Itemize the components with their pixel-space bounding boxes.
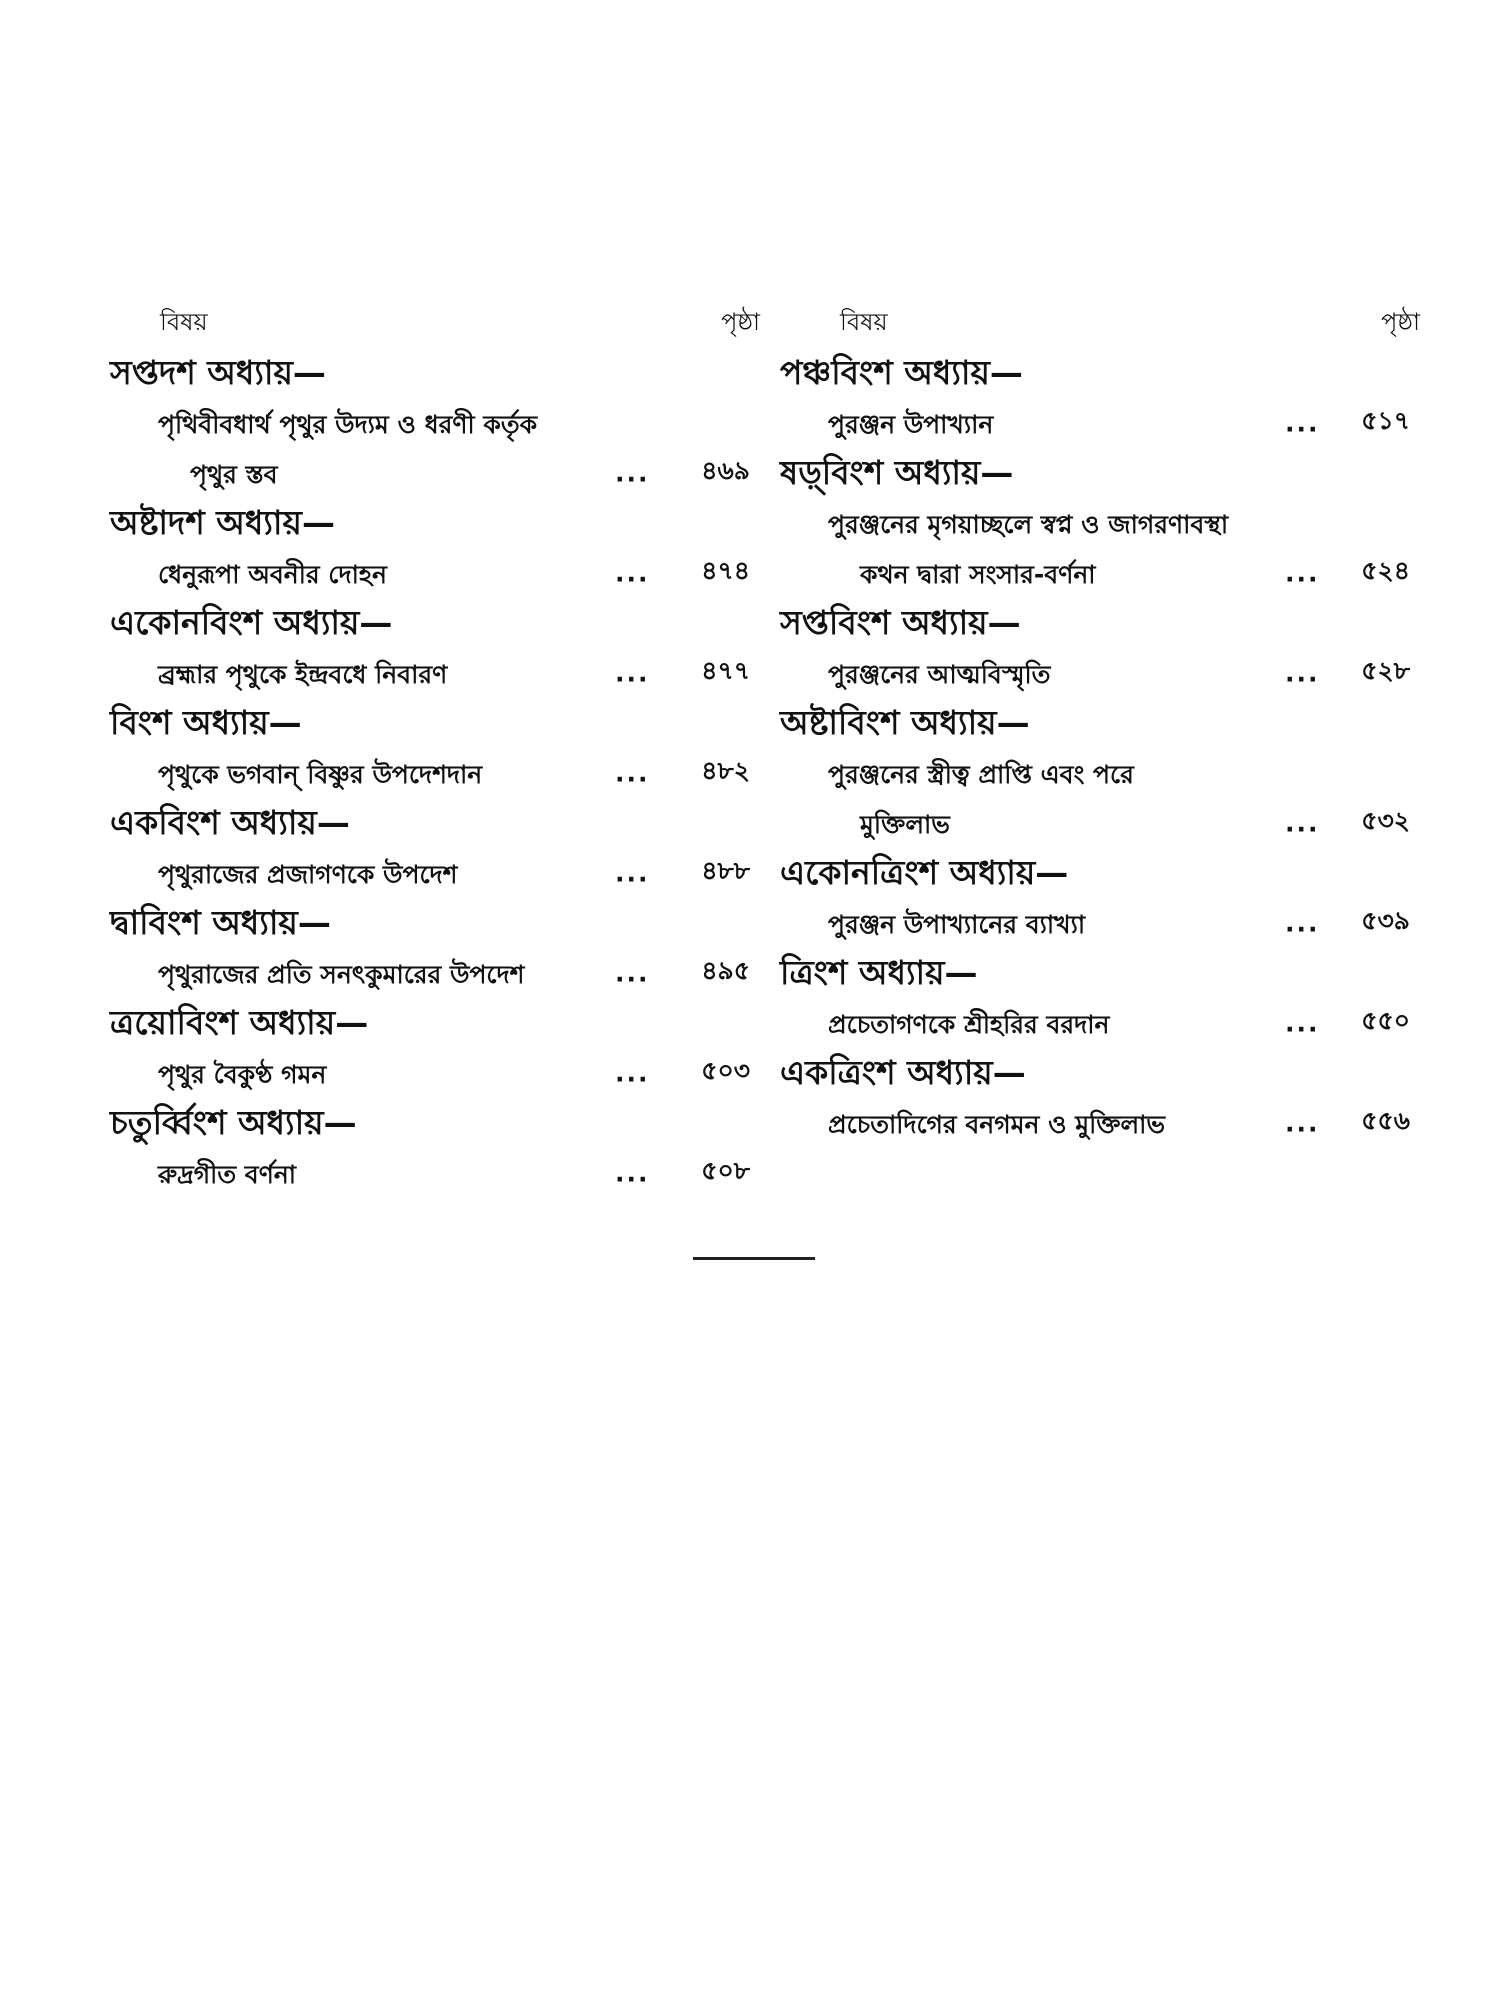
page-number: ৪৮২ — [701, 756, 750, 785]
page-heading: পৃষ্ঠা — [1381, 308, 1420, 336]
entry-title: রুদ্রগীত বর্ণনা — [158, 1160, 296, 1189]
entry-title: পৃথুরাজের প্রজাগণকে উপদেশ — [158, 860, 458, 889]
leader-dots: ··· — [615, 565, 650, 594]
entry-title: পৃথুকে ভগবান্ বিষ্ণুর উপদেশদান — [158, 760, 483, 789]
entry-title: পৃথুর বৈকুণ্ঠ গমন — [158, 1060, 327, 1089]
leader-dots: ··· — [615, 865, 650, 894]
column-header — [110, 300, 760, 350]
chapter-heading: দ্বাবিংশ অধ্যায়— — [110, 903, 331, 942]
leader-dots: ··· — [615, 1165, 650, 1194]
toc-entry — [780, 1100, 1420, 1150]
leader-dots: ··· — [1285, 1015, 1320, 1044]
chapter-heading: একবিংশ অধ্যায়— — [110, 803, 350, 842]
entry-title: প্রচেতাদিগের বনগমন ও মুক্তিলাভ — [828, 1110, 1166, 1139]
entry-title: পুরঞ্জন উপাখ্যানের ব্যাখ্যা — [828, 910, 1086, 939]
page-number: ৪৬৯ — [701, 456, 750, 485]
column-header — [780, 300, 1420, 350]
page-number: ৫৩৯ — [1361, 906, 1410, 935]
subject-heading: বিষয় — [840, 308, 888, 336]
leader-dots: ··· — [1285, 1115, 1320, 1144]
chapter-heading: অষ্টাদশ অধ্যায়— — [110, 503, 335, 542]
toc-entry — [110, 550, 760, 600]
leader-dots: ··· — [615, 1065, 650, 1094]
chapter-heading: ত্রয়োবিংশ অধ্যায়— — [110, 1003, 369, 1042]
toc-entry — [110, 400, 760, 500]
toc-entry — [110, 850, 760, 900]
chapter-heading: সপ্তদশ অধ্যায়— — [110, 353, 326, 392]
chapter-heading: ষড়্‌বিংশ অধ্যায়— — [780, 453, 1014, 492]
toc-entry — [780, 500, 1420, 600]
entry-title-continued: মুক্তিলাভ — [860, 810, 950, 839]
leader-dots: ··· — [1285, 665, 1320, 694]
page-number: ৫২৮ — [1361, 656, 1410, 685]
chapter-heading: চতুর্ব্বিংশ অধ্যায়— — [110, 1103, 357, 1142]
toc-entry — [780, 900, 1420, 950]
chapter-heading: একোনবিংশ অধ্যায়— — [110, 603, 393, 642]
chapter-heading: পঞ্চবিংশ অধ্যায়— — [780, 353, 1023, 392]
page-number: ৫০৮ — [701, 1156, 750, 1185]
entry-title-continued: পৃথুর স্তব — [190, 460, 278, 489]
page-number: ৫৫০ — [1361, 1006, 1410, 1035]
page-number: ৫২৪ — [1361, 556, 1410, 585]
page-heading: পৃষ্ঠা — [721, 308, 760, 336]
chapter-heading: অষ্টাবিংশ অধ্যায়— — [780, 703, 1030, 742]
entry-title-continued: কথন দ্বারা সংসার-বর্ণনা — [860, 560, 1096, 589]
leader-dots: ··· — [615, 765, 650, 794]
entry-title: পৃথুরাজের প্রতি সনৎকুমারের উপদেশ — [158, 960, 525, 989]
chapter-heading: ত্রিংশ অধ্যায়— — [780, 953, 978, 992]
toc-entry — [110, 650, 760, 700]
page-number: ৪৭৭ — [701, 656, 750, 685]
toc-entry — [780, 400, 1420, 450]
page-number: ৫৫৬ — [1361, 1106, 1410, 1135]
leader-dots: ··· — [1285, 915, 1320, 944]
leader-dots: ··· — [615, 465, 650, 494]
page-number: ৫০৩ — [701, 1056, 750, 1085]
chapter-heading: বিংশ অধ্যায়— — [110, 703, 302, 742]
entry-title: পুরঞ্জনের স্ত্রীত্ব প্রাপ্তি এবং পরে — [828, 760, 1134, 789]
leader-dots: ··· — [1285, 415, 1320, 444]
entry-title: ধেনুরূপা অবনীর দোহন — [158, 560, 387, 589]
entry-title: পুরঞ্জনের মৃগয়াচ্ছলে স্বপ্ন ও জাগরণাবস্থা — [828, 510, 1229, 539]
toc-entry — [110, 950, 760, 1000]
chapter-heading: একোনত্রিংশ অধ্যায়— — [780, 853, 1069, 892]
entry-title: পুরঞ্জন উপাখ্যান — [828, 410, 994, 439]
leader-dots: ··· — [615, 965, 650, 994]
toc-entry — [110, 1150, 760, 1200]
page-number: ৪৭৪ — [701, 556, 750, 585]
entry-title: পুরঞ্জনের আত্মবিস্মৃতি — [828, 660, 1051, 689]
toc-entry — [780, 1000, 1420, 1050]
entry-title: পৃথিবীবধার্থ পৃথুর উদ্যম ও ধরণী কর্তৃক — [158, 410, 538, 439]
chapter-heading: একত্রিংশ অধ্যায়— — [780, 1053, 1026, 1092]
page-number: ৫৩২ — [1361, 806, 1410, 835]
entry-title: প্রচেতাগণকে শ্রীহরির বরদান — [828, 1010, 1110, 1039]
subject-heading: বিষয় — [160, 308, 208, 336]
toc-entry — [780, 650, 1420, 700]
chapter-heading: সপ্তবিংশ অধ্যায়— — [780, 603, 1021, 642]
toc-entry — [110, 1050, 760, 1100]
toc-entry — [110, 750, 760, 800]
toc-right-column — [780, 300, 1420, 1150]
page-number: ৪৮৮ — [701, 856, 750, 885]
entry-title: ব্রহ্মার পৃথুকে ইন্দ্রবধে নিবারণ — [158, 660, 448, 689]
toc-left-column — [110, 300, 760, 1200]
page-number: ৪৯৫ — [701, 956, 750, 985]
toc-entry — [780, 750, 1420, 850]
page-number: ৫১৭ — [1361, 406, 1410, 435]
leader-dots: ··· — [1285, 815, 1320, 844]
leader-dots: ··· — [1285, 565, 1320, 594]
leader-dots: ··· — [615, 665, 650, 694]
end-rule — [693, 1257, 815, 1260]
